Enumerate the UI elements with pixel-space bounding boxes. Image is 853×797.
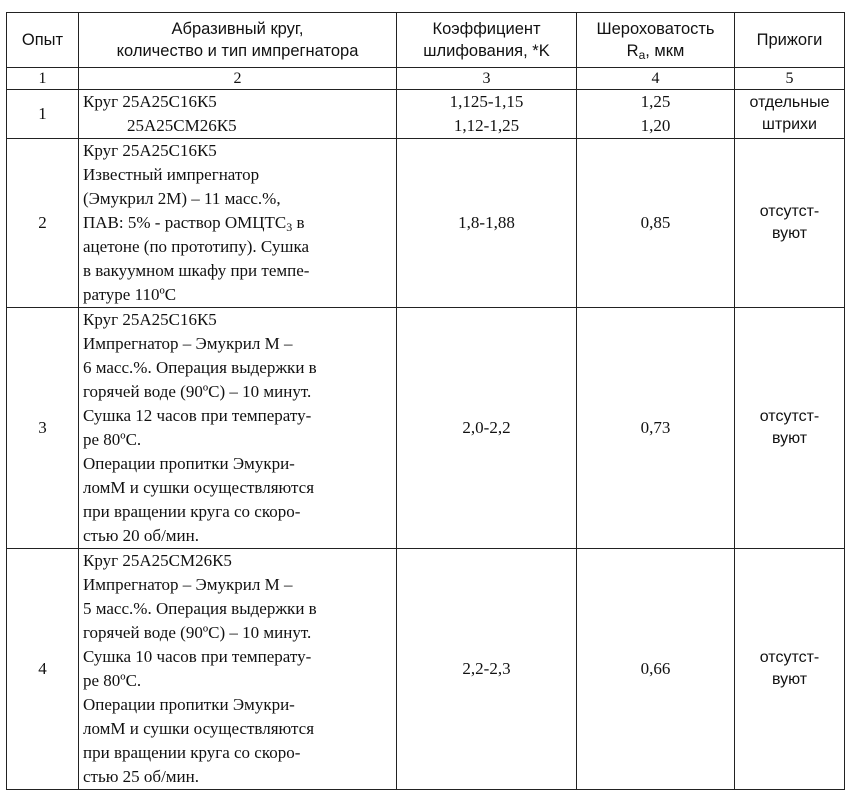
roughness-value: 0,73 — [577, 308, 735, 549]
table-row — [7, 90, 845, 139]
column-number: 1 — [7, 68, 79, 90]
experiment-number: 2 — [7, 139, 79, 308]
burns-value: отсутст- вуют — [735, 308, 845, 549]
experiment-number: 4 — [7, 549, 79, 790]
results-table — [6, 12, 845, 790]
header-experiment: Опыт — [7, 13, 79, 68]
column-number: 2 — [79, 68, 397, 90]
table-row — [7, 139, 845, 308]
header-wheel: Абразивный круг, количество и тип импрегнатора — [79, 13, 397, 68]
grinding-coefficient: 1,8-1,88 — [397, 139, 577, 308]
experiment-number: 3 — [7, 308, 79, 549]
burns-value: отдельные штрихи — [735, 90, 845, 139]
column-number: 5 — [735, 68, 845, 90]
header-burns: Прижоги — [735, 13, 845, 68]
header-row — [7, 13, 845, 68]
header-coefficient: Коэффициент шлифования, *K — [397, 13, 577, 68]
column-number: 3 — [397, 68, 577, 90]
burns-value: отсутст- вуют — [735, 549, 845, 790]
column-number-row — [7, 68, 845, 90]
column-number: 4 — [577, 68, 735, 90]
wheel-description: Круг 25А25СМ26К5 Импрегнатор – Эмукрил М – 5 масс.%. Операция выдержки в горячей воде (90ºС) – 10 минут. Сушка 10 часов при температу- ре 80ºС. Операции пропитки Эмукри- ломМ и сушки осуществляются при вращении круга со скоро- стью 25 об/мин. — [79, 549, 397, 790]
table-row — [7, 308, 845, 549]
experiment-number: 1 — [7, 90, 79, 139]
table-row — [7, 549, 845, 790]
roughness-value: 0,85 — [577, 139, 735, 308]
wheel-description: Круг 25А25С16К5 Импрегнатор – Эмукрил М – 6 масс.%. Операция выдержки в горячей воде (90ºС) – 10 минут. Сушка 12 часов при температу- ре 80ºС. Операции пропитки Эмукри- ломМ и сушки осуществляются при вращении круга со скоро- стью 20 об/мин. — [79, 308, 397, 549]
wheel-description: Круг 25А25С16К5 Известный импрегнатор (Эмукрил 2М) – 11 масс.%, ПАВ: 5% - раствор $ОМЦТС_3$ в ацетоне (по прототипу). Сушка в вакуумном шкафу при темпе- ратуре 110ºС — [79, 139, 397, 308]
burns-value: отсутст- вуют — [735, 139, 845, 308]
wheel-description: Круг 25А25С16К5 25А25СМ26К5 — [79, 90, 397, 139]
header-roughness: Шероховатость $R_a$, мкм — [577, 13, 735, 68]
grinding-coefficient: 2,2-2,3 — [397, 549, 577, 790]
roughness-value: 0,66 — [577, 549, 735, 790]
grinding-coefficient: 2,0-2,2 — [397, 308, 577, 549]
roughness-value: 1,25 1,20 — [577, 90, 735, 139]
grinding-coefficient: 1,125-1,15 1,12-1,25 — [397, 90, 577, 139]
